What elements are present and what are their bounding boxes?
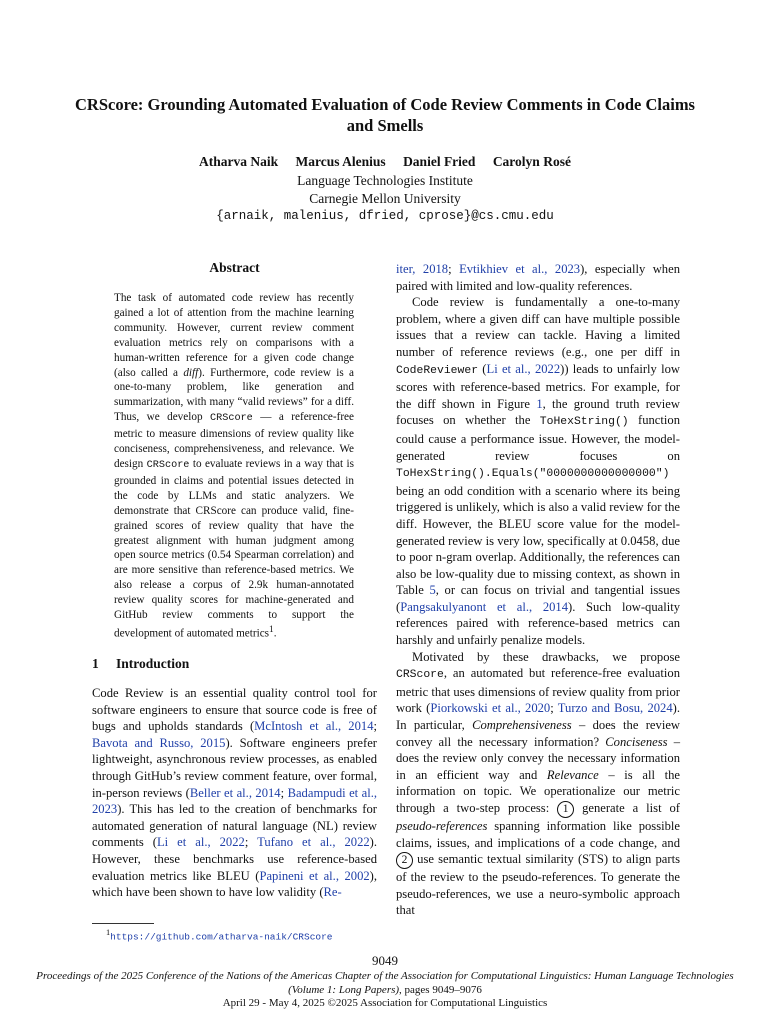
abstract-heading: Abstract (209, 260, 260, 275)
affiliation-institute: Language Technologies Institute (297, 173, 473, 188)
author-name: Daniel Fried (403, 154, 476, 169)
step-two-marker: 2 (396, 852, 413, 869)
page-number: 9049 (372, 953, 398, 968)
affiliation-university: Carnegie Mellon University (309, 191, 461, 206)
footnote (106, 928, 333, 942)
citation-link[interactable]: Bavota and Russo, 2015 (92, 735, 226, 750)
author-name: Atharva Naik (199, 154, 279, 169)
citation-link[interactable]: Li et al., 2022 (486, 361, 561, 376)
paper-title: CRScore: Grounding Automated Evaluation of Code Review Comments in Code Claims and Smells (75, 95, 695, 135)
abstract-body: The task of automated code review has recently gained a lot of attention from the machine learning community. However, current review comment evaluation metrics rely on comparisons with a human-written reference for a given code change (also called a diff). Furthermore, code review is a one-to-many problem, like generation and summarization, with many “valid reviews” for a diff. Thus, we develop CRScore — a reference-free metric to measure dimensions of review quality like conciseness, comprehensiveness, and relevance. We design CRScore to evaluate reviews in a way that is grounded in claims and potential issues detected in the code by LLMs and static analyzers. We demonstrate that CRScore can produce valid, fine-grained scores of review quality that have the greatest alignment with human judgment among open source metrics (0.54 Spearman correlation) and are more sensitive than reference-based metrics. We also release a corpus of 2.9k human-annotated review quality scores for machine-generated and GitHub review comments to support the development of automated metrics$^1$. (114, 292, 354, 640)
author-name: Carolyn Rosé (492, 154, 571, 169)
proceedings-volume: (Volume 1: Long Papers) (288, 983, 400, 996)
citation-link[interactable]: Li et al., 2022 (156, 835, 245, 850)
step-one-marker: 1 (557, 801, 574, 818)
citation-link[interactable]: Piorkowski et al., 2020 (430, 701, 551, 716)
citation-link[interactable]: McIntosh et al., 2014 (254, 719, 374, 734)
citation-link[interactable]: Re- (323, 885, 342, 900)
footnote-divider (92, 923, 154, 924)
citation-link[interactable]: iter, 2018 (396, 262, 449, 276)
author-email: {arnaik, malenius, dfried, cprose}@cs.cmu.edu (216, 209, 554, 223)
proceedings-pages: , pages 9049–9076 (399, 983, 482, 996)
proceedings-footer (0, 970, 770, 1011)
author-name: Marcus Alenius (295, 154, 386, 169)
citation-link[interactable]: Turzo and Bosu, 2024 (557, 701, 673, 716)
footnote-mark: 1 (106, 928, 111, 937)
citation-link[interactable]: Badampudi et al., 2023 (92, 785, 377, 817)
intro-right-column: iter, 2018; Evtikhiev et al., 2023), especially when paired with limited and low-quality references. Code review is fundamentally a one-to-many problem, where a given diff can have multiple possible issues that a review can tackle. Having a limited number of reference reviews (e.g., one per diff in CodeReviewer (Li et al., 2022)) leads to unfairly low scores with reference-based metrics. For example, for the diff shown in Figure 1, the ground truth review focuses on whether the ToHexString() function could cause a performance issue. However, the model-generated review focuses on ToHexString().Equals("0000000000000000") being an odd condition with a scenario where its being triggered is unlikely, which is also a valid review for the diff. However, the BLEU score value for the model-generated review is very low, specifically at 0.0458, due to poor n-gram overlap. Additionally, the references can also be low-quality due to missing context, as shown in Table 5, or can focus on trivial and tangential issues (Pangsakulyanont et al., 2014). Such low-quality references paired with reference-based metrics can harshly and unfairly penalize models. Motivated by these drawbacks, we propose CRScore, an automated but reference-free evaluation metric that uses dimensions of review quality from prior work (Piorkowski et al., 2020; Turzo and Bosu, 2024). In particular, Comprehensiveness – does the review convey all the necessary information? Conciseness – does the review only convey the necessary information in an efficient way and Relevance – is all the information on topic. We operationalize our metric through a two-step process: 1 generate a list of pseudo-references spanning information like possible claims, issues, and implications of a code change, and 2 use semantic textual similarity (STS) to align parts of the review to the pseudo-references. To generate the pseudo-references, we use a neuro-symbolic approach that (396, 262, 681, 918)
citation-link[interactable]: Pangsakulyanont et al., 2014 (400, 599, 569, 614)
citation-link[interactable]: Papineni et al., 2002 (259, 868, 370, 883)
section-heading (92, 656, 189, 672)
section-title: Introduction (116, 656, 190, 671)
section-number: 1 (92, 656, 99, 671)
proceedings-line1: Proceedings of the 2025 Conference of the Nations of the Americas Chapter of the Association for Computational Linguistics: Human Language Technologies (36, 970, 734, 982)
figure-ref-link[interactable]: 1 (536, 396, 543, 411)
intro-left-column: Code Review is an essential quality control tool for software engineers to ensure that source code is free of bugs and upholds standards (McIntosh et al., 2014; Bavota and Russo, 2015). Software engineers prefer lightweight, asynchronous review processes, as enabled through GitHub’s review comment feature, over formal, in-person reviews (Beller et al., 2014; Badampudi et al., 2023). This has led to the creation of benchmarks for automated generation of natural language (NL) review comments (Li et al., 2022; Tufano et al., 2022). However, these benchmarks use reference-based evaluation metrics like BLEU (Papineni et al., 2002), which have been shown to have low validity (Re- (92, 686, 378, 900)
footnote-url-link[interactable]: https://github.com/atharva-naik/CRScore (110, 931, 333, 943)
citation-link[interactable]: Tufano et al., 2022 (257, 835, 370, 850)
citation-link[interactable]: Evtikhiev et al., 2023 (459, 262, 581, 276)
citation-link[interactable]: Beller et al., 2014 (189, 785, 281, 800)
proceedings-date: April 29 - May 4, 2025 ©2025 Association for Computational Linguistics (222, 997, 548, 1009)
author-list (60, 154, 710, 170)
table-ref-link[interactable]: 5 (429, 583, 436, 598)
